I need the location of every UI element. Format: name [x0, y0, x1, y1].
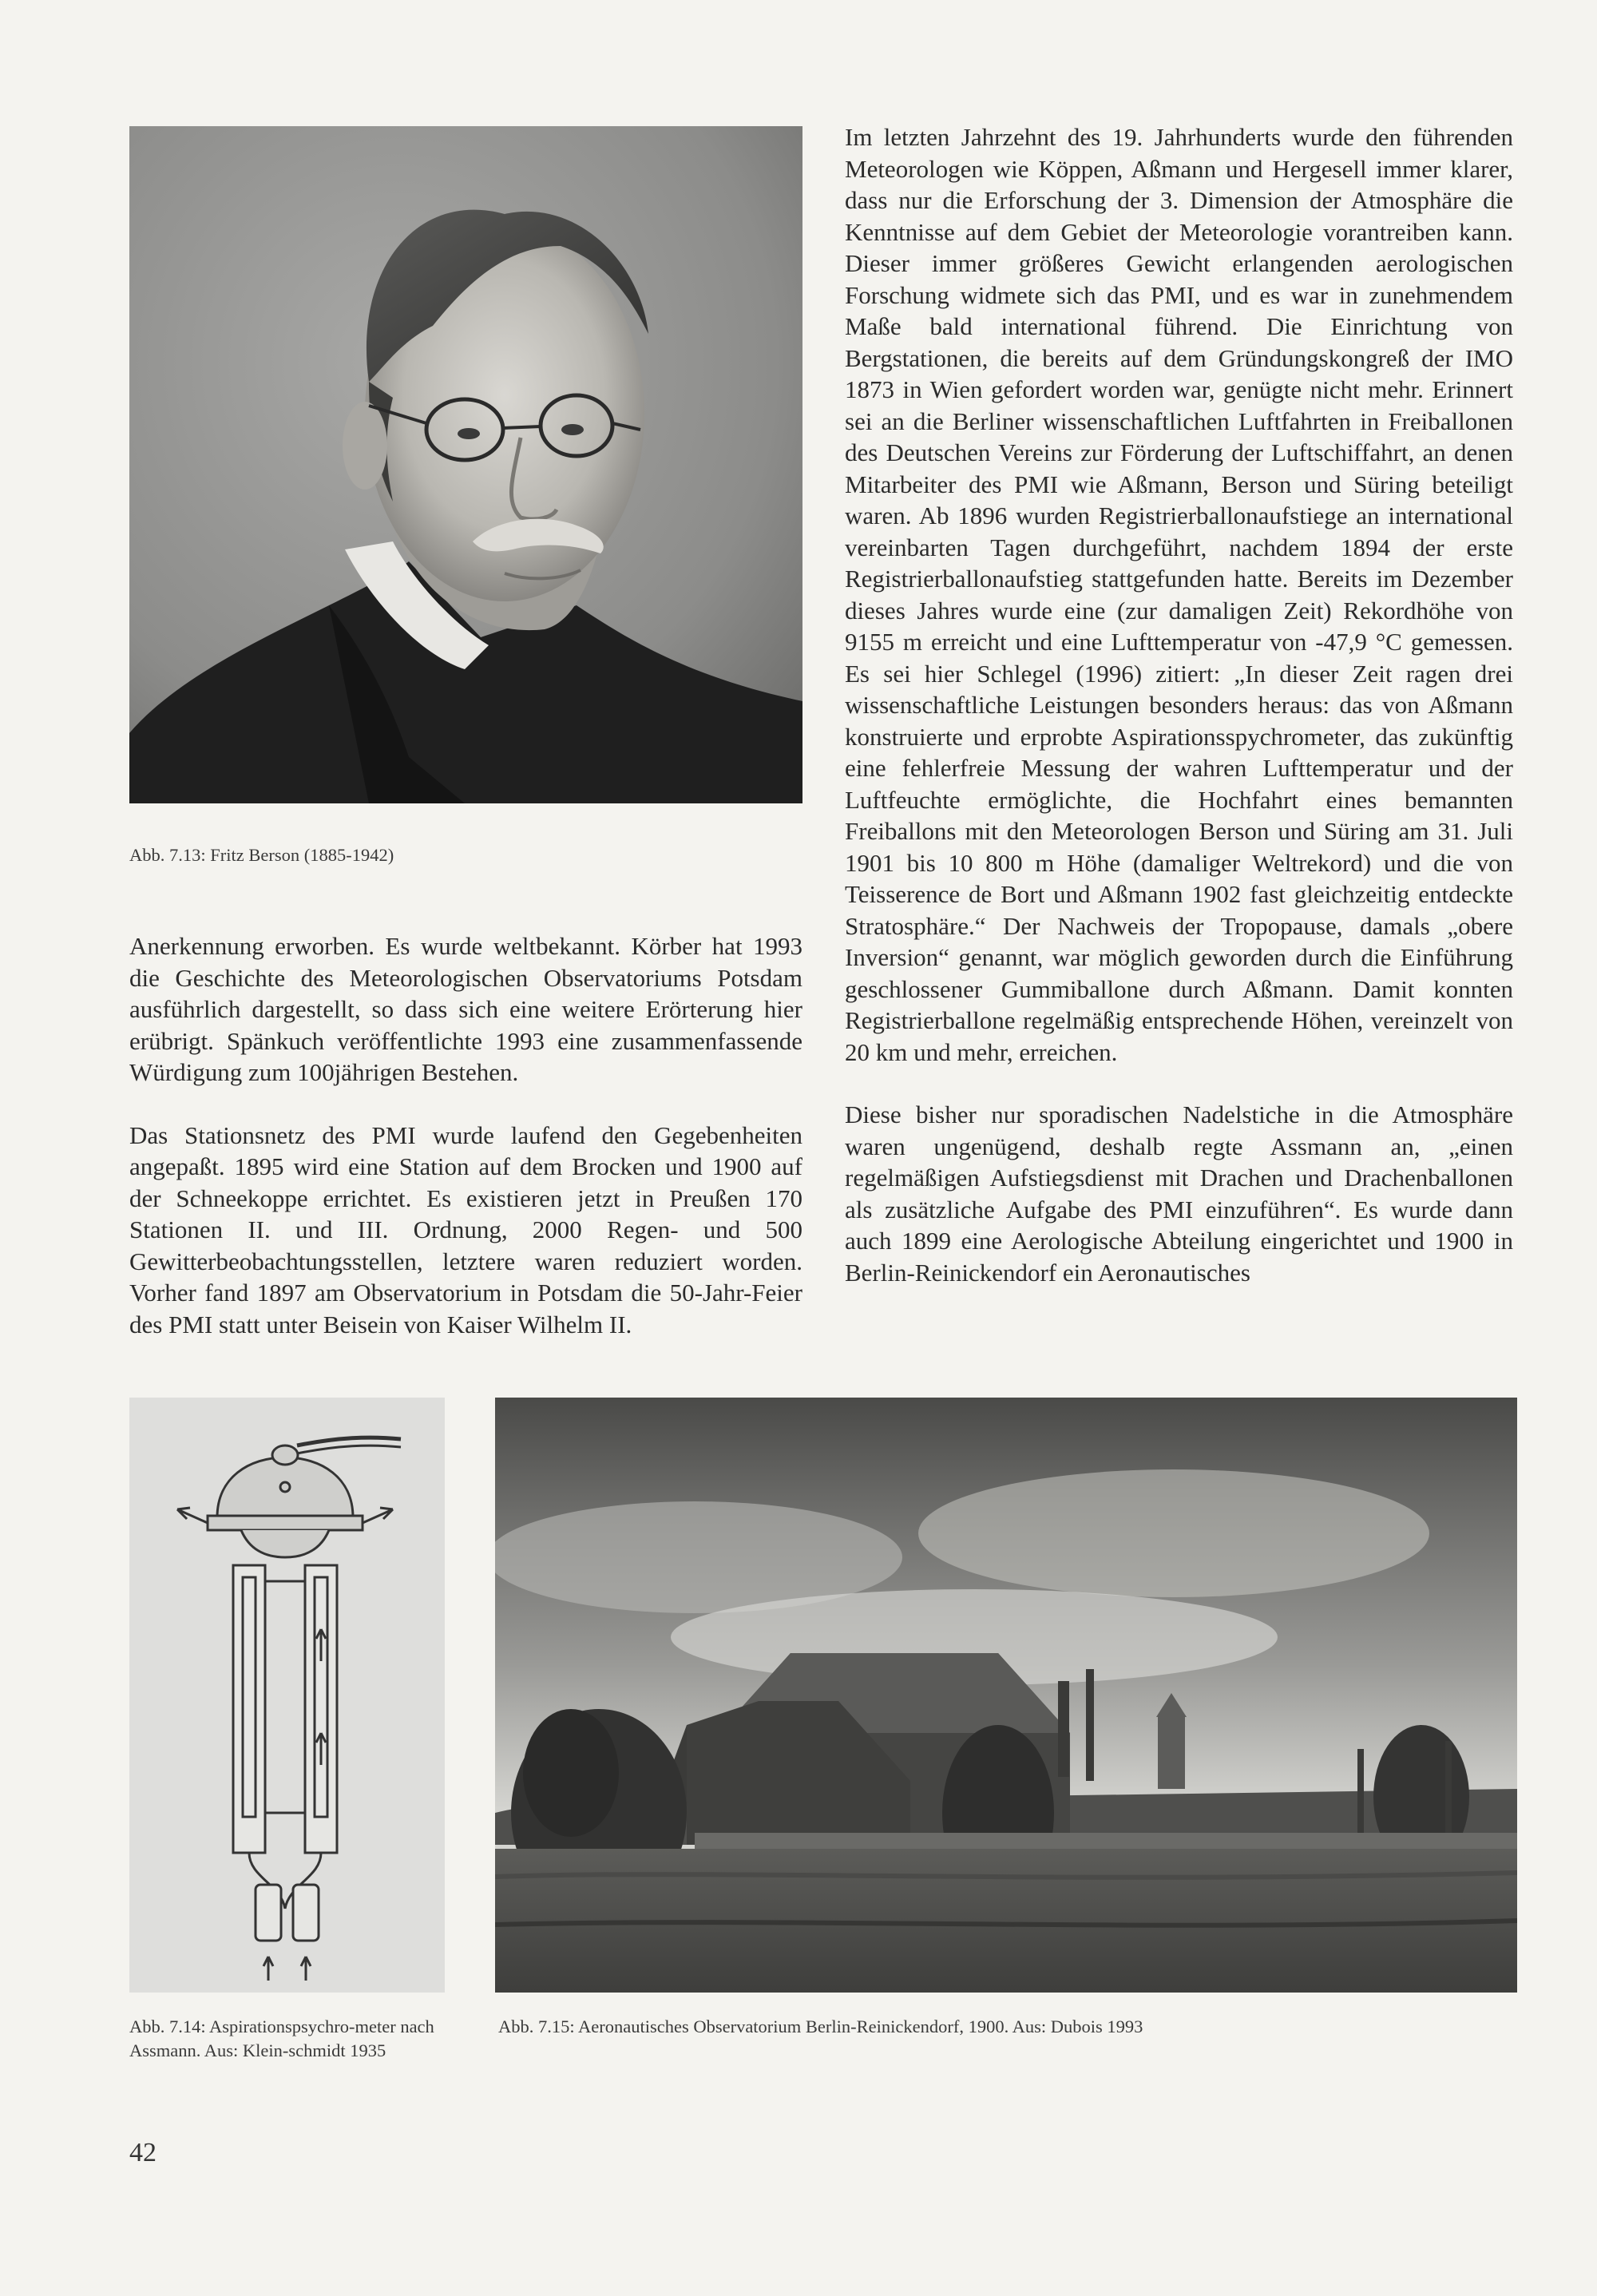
observatory-photo [495, 1398, 1517, 1993]
figure-7-13-caption: Abb. 7.13: Fritz Berson (1885-1942) [129, 845, 394, 865]
right-paragraph-2: Diese bisher nur sporadischen Nadelstiche in die Atmosphäre waren ungenügend, deshalb regte Assmann an, „einen regelmäßigen Aufstiegsdienst mit Drachen und Drachenballonen als zusätzliche Aufgabe des PMI einzuführen“. Es wurde dann auch 1899 eine Aerologische Abteilung eingerichtet und 1900 in Berlin-Reinickendorf ein Aeronautisches [845, 1100, 1513, 1287]
psychrometer-drawing [129, 1398, 445, 1993]
right-paragraph-1: Im letzten Jahrzehnt des 19. Jahrhunderts wurde den führenden Meteorologen wie Köppen, Aßmann und Hergesell immer klarer, dass nur die Erforschung der 3. Dimension der Atmosphäre die Kenntnisse auf dem Gebiet der Meteorologie vorantreiben kann. Dieser immer größeres Gewicht erlangenden aerologischen Forschung widmete sich das PMI, und es war in zunehmendem Maße bald international führend. Die Einrichtung von Bergstationen, die bereits auf dem Gründungskongreß der IMO 1873 in Wien gefordert worden war, genügte nicht mehr. Erinnert sei an die Berliner wissenschaftlichen Luftfahrten in Freiballonen des Deutschen Vereins zur Förderung der Luftschiffahrt, an denen Mitarbeiter des PMI wie Aßmann, Berson und Süring beteiligt waren. Ab 1896 wurden Registrierballonaufstiege an international vereinbarten Tagen durchgeführt, nachdem 1894 der erste Registrierballonaufstieg stattgefunden hatte. Bereits im Dezember dieses Jahres wurde eine (zur damaligen Zeit) Rekordhöhe von 9155 m erreicht und eine Lufttemperatur von -47,9 °C gemessen. Es sei hier Schlegel (1996) zitiert: „In dieser Zeit ragen drei wissenschaftliche Leistungen besonders heraus: das von Aßmann konstruierte und erprobte Aspirationsspychrometer, das zukünftig eine fehlerfreie Messung der wahren Lufttemperatur und der Luftfeuchte ermöglichte, die Hochfahrt eines bemannten Freiballons mit den Meteorologen Berson und Süring am 31. Juli 1901 bis 10 800 m Höhe (damaliger Weltrekord) und die von Teisserence de Bort und Aßmann 1902 fast gleichzeitig entdeckte Stratosphäre.“ Der Nachweis der Tropopause, damals „obere Inversion“ genannt, war möglich geworden durch die Einführung geschlossener Gummiballone durch Aßmann. Damit konnten Registrierballone regelmäßig entsprechende Höhen, vereinzelt von 20 km und mehr, erreichen. [845, 123, 1513, 1066]
figure-7-14-caption: Abb. 7.14: Aspirationspsychro-meter nach Assmann. Aus: Klein-schmidt 1935 [129, 2016, 434, 2060]
left-paragraph-2: Das Stationsnetz des PMI wurde laufend den Gegebenheiten angepaßt. 1895 wird eine Station auf dem Brocken und 1900 auf der Schneekoppe errichtet. Es existieren jetzt in Preußen 170 Stationen II. und III. Ordnung, 2000 Regen- und 500 Gewitterbeobachtungsstellen, letztere waren reduziert worden. Vorher fand 1897 am Observatorium in Potsdam die 50-Jahr-Feier des PMI statt unter Beisein von Kaiser Wilhelm II. [129, 1120, 802, 1338]
left-paragraph-1: Anerkennung erworben. Es wurde weltbekannt. Körber hat 1993 die Geschichte des Meteorologischen Observatoriums Potsdam ausführlich dargestellt, so dass sich eine weitere Erörterung hier erübrigt. Spänkuch veröffentlichte 1993 eine zusammenfassende Würdigung zum 100jährigen Bestehen. [129, 932, 802, 1086]
page-number: 42 [129, 2138, 157, 2167]
right-column-text [845, 121, 1513, 1288]
left-column-text [129, 930, 802, 1340]
figure-7-15-caption: Abb. 7.15: Aeronautisches Observatorium Berlin-Reinickendorf, 1900. Aus: Dubois 1993 [498, 2016, 1143, 2036]
portrait-photo [129, 126, 802, 803]
